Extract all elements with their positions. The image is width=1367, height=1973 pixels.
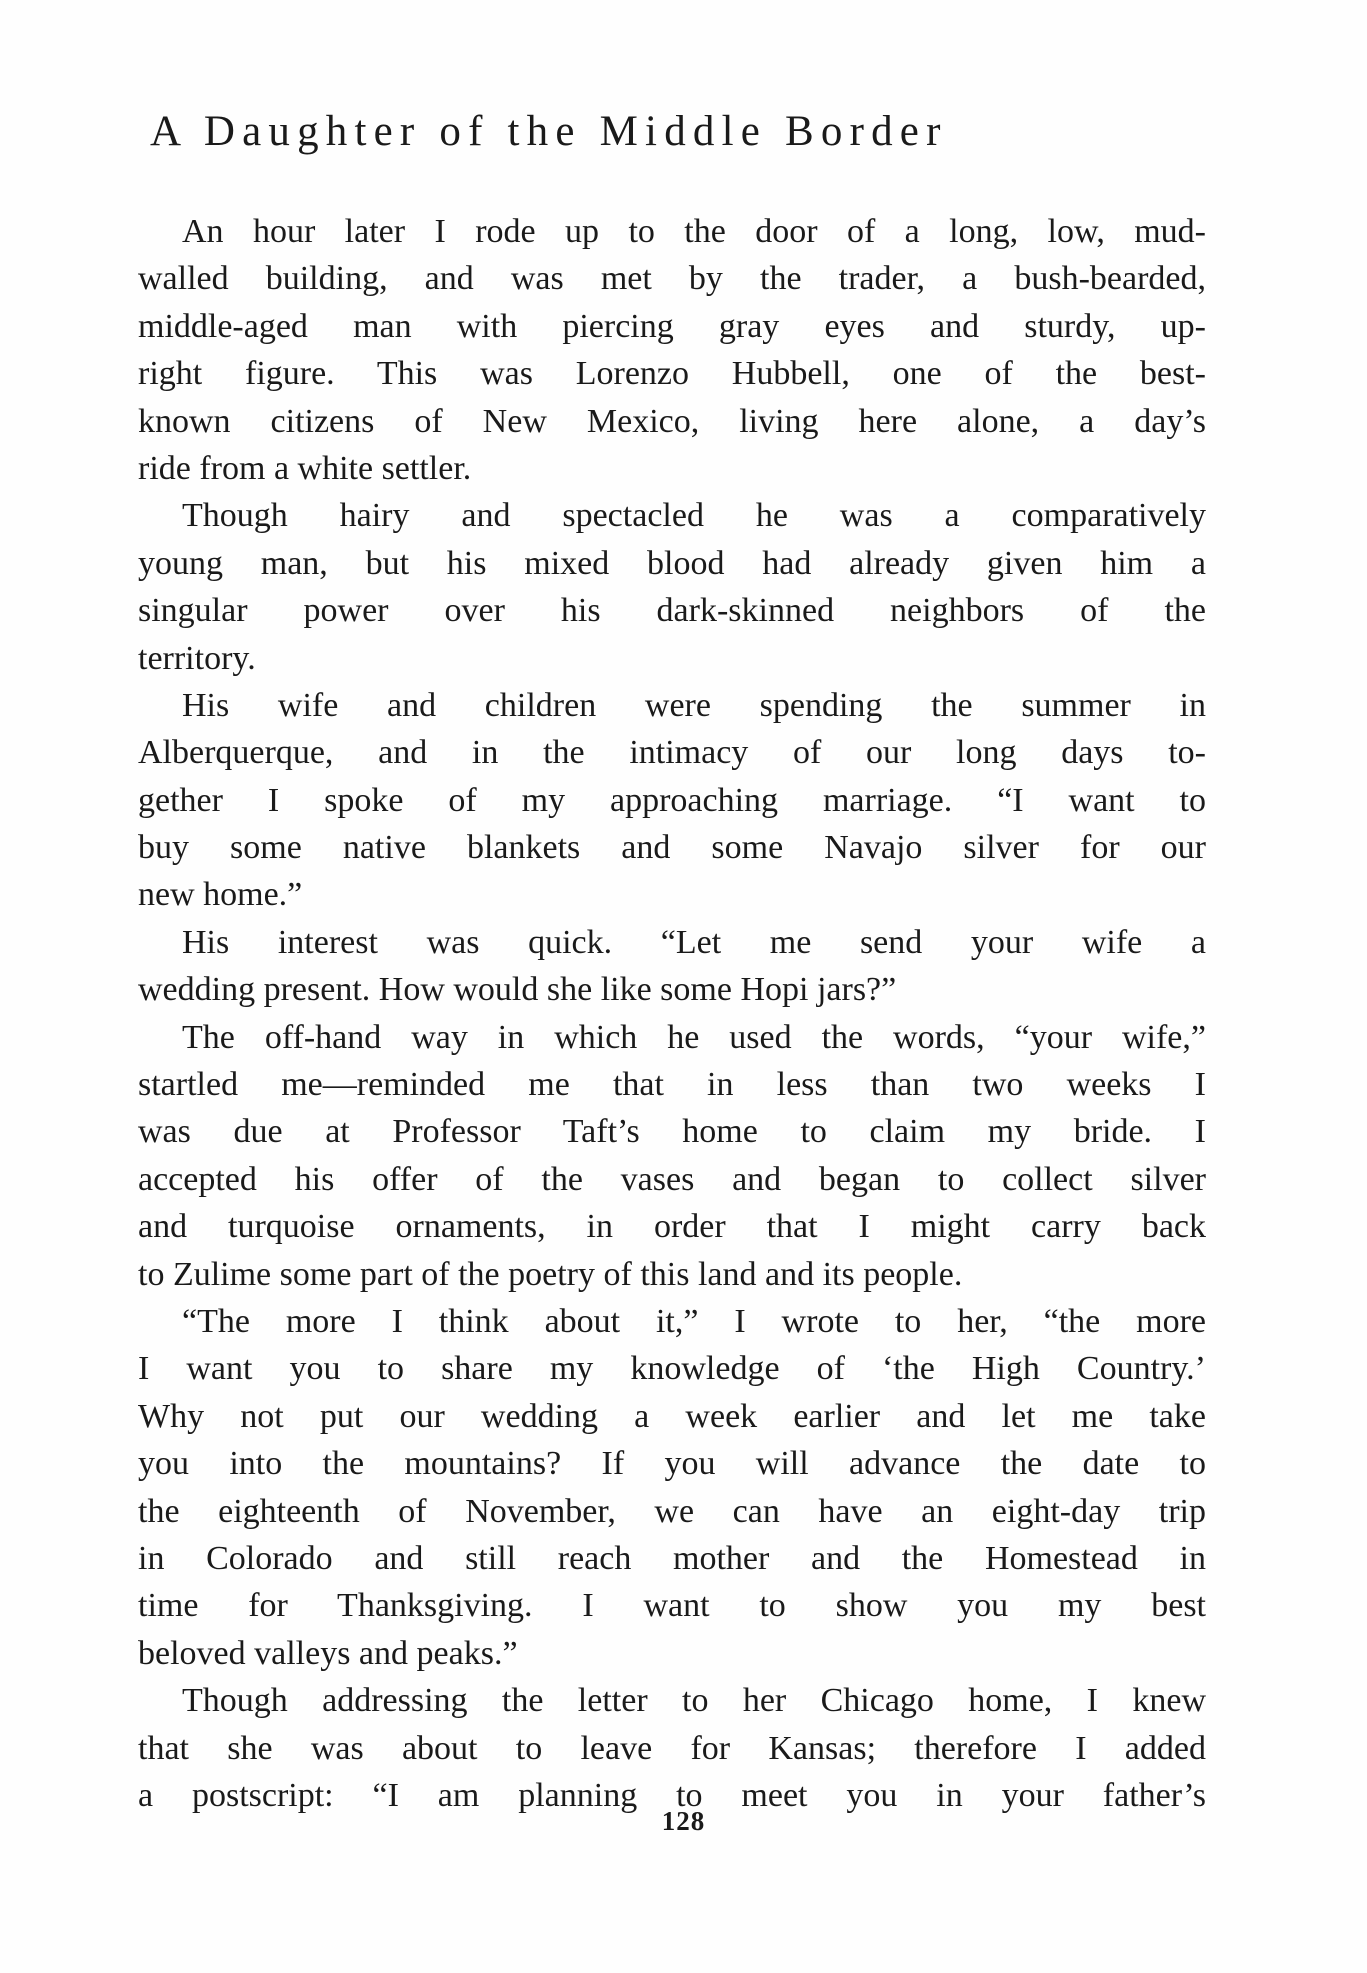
paragraph — [138, 208, 1206, 492]
text-line: right figure. This was Lorenzo Hubbell, one of the best- — [138, 355, 1206, 393]
text-line: walled building, and was met by the trader, a bush-bearded, — [138, 260, 1206, 298]
text-line: I want you to share my knowledge of ‘the High Country.’ — [138, 1350, 1206, 1388]
text-line: buy some native blankets and some Navajo silver for our — [138, 829, 1206, 867]
text-line: beloved valleys and peaks.” — [138, 1634, 518, 1672]
text-line: known citizens of New Mexico, living here alone, a day’s — [138, 402, 1206, 440]
text-line: was due at Professor Taft’s home to claim my bride. I — [138, 1113, 1206, 1151]
running-head: A Daughter of the Middle Border — [150, 108, 948, 155]
paragraph — [138, 1677, 1206, 1819]
paragraph — [138, 919, 1206, 1014]
text-line: and turquoise ornaments, in order that I might carry back — [138, 1208, 1206, 1246]
text-line: in Colorado and still reach mother and the Homestead in — [138, 1539, 1206, 1577]
text-line: the eighteenth of November, we can have an eight-day trip — [138, 1492, 1206, 1530]
text-line: a postscript: “I am planning to meet you in your father’s — [138, 1776, 1206, 1814]
text-line: to Zulime some part of the poetry of this land and its people. — [138, 1255, 963, 1293]
text-line: His interest was quick. “Let me send your wife a — [182, 923, 1206, 961]
text-line: An hour later I rode up to the door of a long, low, mud- — [182, 213, 1206, 250]
text-line: “The more I think about it,” I wrote to her, “the more — [182, 1302, 1206, 1340]
text-line: ride from a white settler. — [138, 449, 472, 487]
text-line: His wife and children were spending the summer in — [182, 686, 1206, 724]
text-line: singular power over his dark-skinned neighbors of the — [138, 592, 1206, 630]
text-line: startled me—reminded me that in less than two weeks I — [138, 1066, 1206, 1104]
page-number: 128 — [661, 1806, 706, 1836]
text-line: Though addressing the letter to her Chicago home, I knew — [182, 1682, 1206, 1720]
text-line: new home.” — [138, 876, 303, 914]
text-line: Though hairy and spectacled he was a comparatively — [182, 497, 1206, 535]
text-line: time for Thanksgiving. I want to show you my best — [138, 1587, 1206, 1625]
text-line: you into the mountains? If you will advance the date to — [138, 1445, 1206, 1483]
paragraph — [138, 1014, 1206, 1298]
text-line: young man, but his mixed blood had already given him a — [138, 544, 1206, 582]
paragraph — [138, 682, 1206, 919]
text-line: gether I spoke of my approaching marriage. “I want to — [138, 781, 1206, 819]
paragraph — [138, 492, 1206, 682]
text-line: Why not put our wedding a week earlier and let me take — [138, 1397, 1206, 1435]
text-line: The off-hand way in which he used the words, “your wife,” — [182, 1018, 1206, 1056]
paragraph — [138, 1298, 1206, 1677]
text-line: Alberquerque, and in the intimacy of our long days to- — [138, 734, 1206, 772]
text-line: that she was about to leave for Kansas; therefore I added — [138, 1729, 1206, 1767]
body-text — [138, 208, 1206, 1819]
text-line: middle-aged man with piercing gray eyes and sturdy, up- — [138, 307, 1206, 345]
text-line: accepted his offer of the vases and began to collect silver — [138, 1160, 1206, 1198]
text-line: wedding present. How would she like some Hopi jars?” — [138, 971, 897, 1009]
text-line: territory. — [138, 639, 256, 677]
